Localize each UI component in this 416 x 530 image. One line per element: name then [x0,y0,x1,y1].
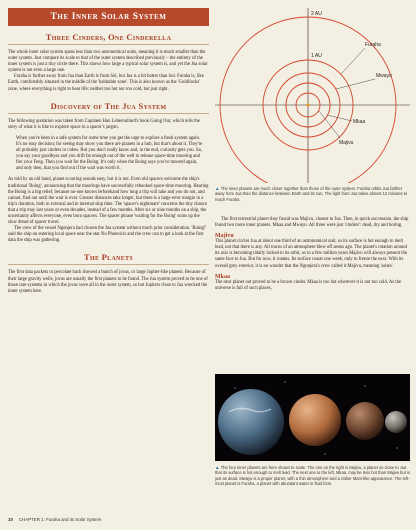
left-column [8,8,209,295]
label-2au: 2 AU [311,11,322,17]
diagram-caption-block [215,186,410,202]
section-title-cinders: Three Cinders, One Cinderella [8,32,209,45]
section-title-planets: The Planets [8,252,209,265]
chapter-name: CHAPTER 1: Furaha and its Solar System [18,517,102,522]
body-paragraph: This planet circles Jua at about one third of an astronomical unit, so its surface is hot enough to melt lead, not that there is any. All traces of an atmosphere blew off aeons ago. The planet's rotation around its axis is becoming tidally locked to its orbit, so in a few million years Majivu will always present the same face to Jua. But for now, it rotates. Its surface roasts one week, only to freeze the next. With its overall grey exterior, it is no wonder that the Ngonjera's crew called it Majivu, meaning 'ashes'. [215,239,407,269]
planets-image [215,374,410,461]
label-1au: 1 AU [311,53,322,59]
body-paragraph: The first data packets to percolate back showed a bunch of jovas, or large Jupiter-like planets. Because of their large gravity wells, jovas are usually the first planets to be found. The Jua system proved to be one of those rare systems in which the jovas were all in the outer system, so hot Jupiters close to Jua wrecked the inner system here. [8,270,208,294]
body-paragraph: The first terrestrial planet they found was Majivu, closest to Jua. Then, in quick succession, the ship found two more inner planets. Mkaa and Mwayu. All three were just 'cinders': dead, dry and boring. [215,217,409,229]
label-mwayu: Mwayu [376,73,392,79]
caption-marker-icon: ▲ [215,186,221,191]
planet-mkaa [346,402,384,440]
star-jua [306,103,309,106]
heading-mkaa: Mkaa [215,273,230,280]
photo-caption: ▲ The four inner planets are here shown to scale. The one on the right is Majivu, a planet so close to Jua that its surface is hot enough to melt lead. The next one to the left, Mkaa, may be less hot than Majivu but is just as dead. Mwayu is a proper planet, with a thin atmosphere and a rather Mars-like appearance. The left-most planet is Furaha, a planet with abundant water in fluid form. [215,465,410,486]
photo-caption-block [215,465,410,486]
label-majivu: Majivu [339,140,354,146]
block-quote: When you're been in a safe system for some time you get the urge to explore a fresh system again. It's no easy decision; for seeing may show you there are planets in a hub, but that's about it. They're all probably just cinders or cubes. But you don't really know and, in the end, curiosity gets you. So, you say your goodbyes and you drift far enough out of the well to release space-time mooring and fire your Feng. Then you wait for the Boing. It's only when the Boing says you've moored again, and only then, that you find out if the wait was worth it. [16,135,203,172]
diagram-caption: ▲ The inner planets are much closer together than those of the outer system. Furaha orbits Jua farther away from Jua than the distance between Earth and its sun. The light from Jua takes almost 12 minutes to reach Furaha. [215,186,408,202]
body-paragraph: The following quotation was taken from Capitaen Han Leberoullard's book Going Out, which tells the story of what it is like to explore space in a spacer's jargon. [8,118,200,130]
heading-majivu: Majivu [215,233,234,240]
page-title: The Inner Solar System [8,8,209,26]
right-text-block [215,217,410,292]
planet-mwayu [289,394,341,446]
label-furaha: Furaha [365,42,381,48]
section-title-discovery: Discovery of The Jua System [8,101,209,114]
body-paragraph: As told by an old hand, planet scouring sounds easy, but it is not. Even old spacers welcome the ship's traditional 'Boing', announcing that the moorings have successfully rebooked space-time mooring. Hearing the Boing is a big relief, because no-one knows beforehand how long a trip will take and you do not, and cannot, find out until the wait is over. Greater distances take longer, but there is a large error margin in a trip's duration, both in external and in internal ship time. The 'spacer's nightmare' concerns the tiny chance that a trip may last years or even decades, instead of a few months. After six or nine months on a ship, the uncertainty affects everyone, even born spacers. The spacer phrase 'waiting for the Boing' sums up the slow dread of spacer travel. [8,177,209,226]
page-footer [8,517,101,522]
page-number: 10 [8,517,13,522]
planets-illustration [215,374,410,461]
body-paragraph: The next planet out proved to be a brown cinder. Mkaa is too hot wherever it is not too cold. As the universe is full of such places, [215,279,402,291]
orbit-diagram [215,8,410,183]
planet-furaha [218,389,284,455]
caption-marker-icon: ▲ [215,465,221,470]
body-paragraph: The whole inner solar system spans less than two astronomical units, meaning it is much smaller than the outer system. Just compare its scale to that of the outer system described previously – the entirety of the inner system is just a tiny circle there. This shows how large a typical solar system is, and yet the Jua solar system is not even a large one. [8,50,208,74]
planet-majivu [385,411,407,433]
body-paragraph: The crew of the vessel Ngonjera had chosen the Jua system without much prior consideration. 'Boing!' said the ship on entering local space near the star Nu Phoenicis and the crew can to get a look at the first data the ship was gathering. [8,226,207,244]
body-paragraph: Furaha is further away from Jua than Earth is from Sol, but Jua is a bit hotter than Sol. Furaha is, like Earth, comfortably situated in the middle of the 'habitable zone'. This is also known as the 'Goldilocks' zone, where everything is right to bear life: neither too hot nor too cold, but just right. [8,74,204,92]
label-mkaa: Mkaa [353,119,366,125]
